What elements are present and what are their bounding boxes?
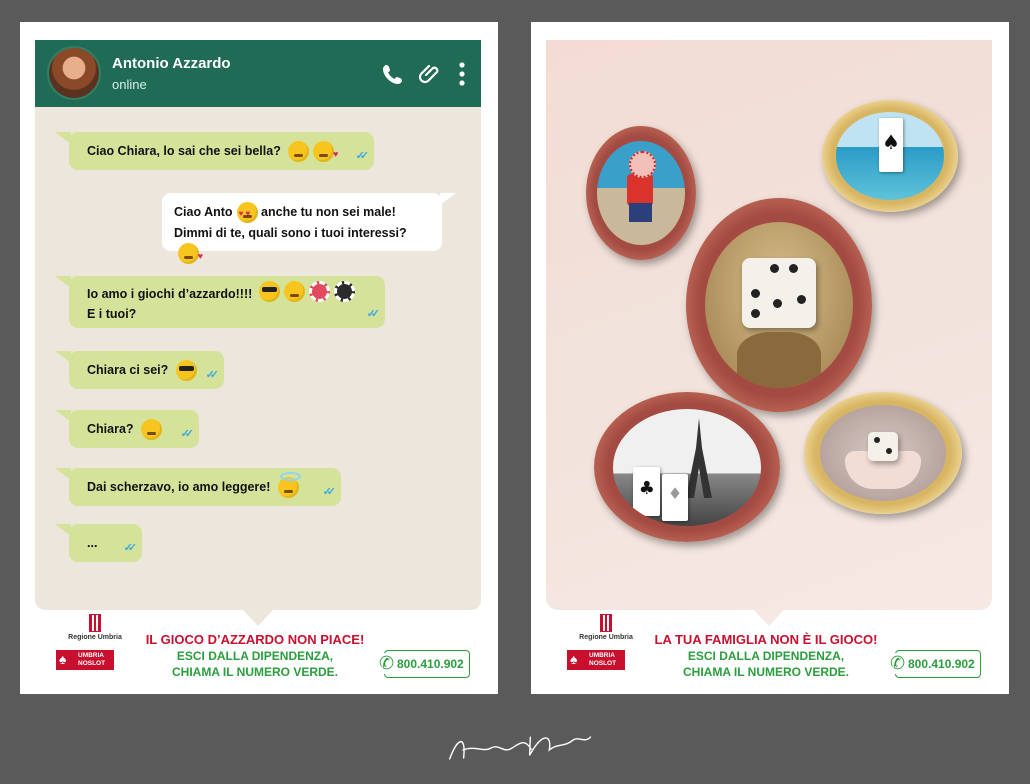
helpline-number-text: 800.410.902 <box>397 657 464 671</box>
chat-poster <box>20 22 498 694</box>
message-text: Ciao Anto <box>174 205 233 219</box>
message-bubble-outgoing[interactable] <box>162 193 442 251</box>
message-bubble-incoming[interactable] <box>69 276 385 328</box>
slogan-line: CHIAMA IL NUMERO VERDE. <box>682 665 849 679</box>
spade-icon: ♠ <box>570 651 578 667</box>
helpline-number-text: 800.410.902 <box>908 657 975 671</box>
read-ticks-icon: ✓✓ <box>123 542 132 554</box>
ace-of-spades-card: ♠ <box>879 118 903 172</box>
paris-photo <box>613 409 762 526</box>
dice-portrait-photo <box>705 222 854 389</box>
contact-status: online <box>112 77 147 92</box>
dice-cradle-frame <box>804 392 962 514</box>
message-text: anche tu non sei male! <box>261 205 396 219</box>
more-vertical-icon[interactable] <box>453 62 471 86</box>
signature-scribble <box>444 723 596 767</box>
family-poster <box>531 22 1009 694</box>
casino-chip-icon <box>334 281 355 302</box>
campaign-slogan <box>138 632 372 680</box>
slogan-line: CHIAMA IL NUMERO VERDE. <box>171 665 338 679</box>
message-bubble-incoming[interactable] <box>69 468 341 506</box>
noslot-line2: NOSLOT <box>589 660 617 667</box>
slogan-headline: LA TUA FAMIGLIA NON È IL GIOCO! <box>654 632 878 647</box>
sea-photo <box>836 112 945 199</box>
ace-of-clubs-card: ♣ <box>633 467 660 516</box>
message-text: E i tuoi? <box>87 307 137 321</box>
laughing-tongue-emoji-icon <box>141 419 162 440</box>
message-text: Io amo i giochi d’azzardo!!!! <box>87 287 253 301</box>
angel-emoji-icon <box>278 477 299 498</box>
cradle-photo <box>820 405 946 500</box>
wall-background <box>546 40 992 610</box>
message-text: Ciao Chiara, lo sai che sei bella? <box>87 144 281 158</box>
message-text: ... <box>87 536 98 550</box>
dice-portrait-frame <box>686 198 872 412</box>
die-icon <box>742 258 816 328</box>
noslot-line2: NOSLOT <box>78 660 106 667</box>
noslot-line1: UMBRIA <box>589 652 615 659</box>
helpline-number[interactable] <box>379 650 470 678</box>
region-name: Regione Umbria <box>68 634 122 641</box>
wink-emoji-icon <box>284 281 305 302</box>
phone-handset-icon: ✆ <box>890 653 906 673</box>
campaign-slogan <box>649 632 883 680</box>
umbria-noslot-logo <box>56 650 114 670</box>
eiffel-tower-cards-frame <box>594 392 780 542</box>
message-bubble-incoming[interactable] <box>69 524 142 562</box>
slogan-line: ESCI DALLA DIPENDENZA, <box>176 649 334 663</box>
die-icon <box>868 432 898 461</box>
child-portrait-frame <box>586 126 696 260</box>
read-ticks-icon: ✓✓ <box>366 308 375 320</box>
read-ticks-icon: ✓✓ <box>180 428 189 440</box>
noslot-line1: UMBRIA <box>78 652 104 659</box>
sunglasses-emoji-icon <box>176 360 197 381</box>
spade-icon: ♠ <box>59 651 67 667</box>
read-ticks-icon: ✓✓ <box>322 486 331 498</box>
contact-avatar[interactable] <box>47 46 101 100</box>
message-text: Chiara ci sei? <box>87 363 169 377</box>
artist-signature <box>439 722 601 771</box>
umbria-noslot-logo <box>567 650 625 670</box>
chat-header <box>35 40 481 107</box>
kiss-emoji-icon <box>178 243 199 264</box>
slogan-headline: IL GIOCO D’AZZARDO NON PIACE! <box>145 632 365 647</box>
umbria-emblem-icon <box>89 614 101 632</box>
child-photo <box>597 141 685 246</box>
regione-umbria-logo <box>66 614 124 641</box>
ace-of-diamonds-card: ♦ <box>662 474 689 521</box>
region-name: Regione Umbria <box>579 634 633 641</box>
attachment-icon[interactable] <box>419 62 443 86</box>
phone-icon[interactable] <box>381 62 405 86</box>
casino-chip-icon <box>309 281 330 302</box>
read-ticks-icon: ✓✓ <box>355 150 364 162</box>
regione-umbria-logo <box>577 614 635 641</box>
chat-window <box>35 40 481 610</box>
message-bubble-incoming[interactable] <box>69 351 224 389</box>
helpline-number[interactable] <box>890 650 981 678</box>
contact-name[interactable]: Antonio Azzardo <box>112 55 231 72</box>
message-bubble-incoming[interactable] <box>69 410 199 448</box>
campaign-footer <box>531 612 1009 694</box>
message-text: Dai scherzavo, io amo leggere! <box>87 480 271 494</box>
umbria-emblem-icon <box>600 614 612 632</box>
kiss-emoji-icon <box>313 141 334 162</box>
phone-handset-icon: ✆ <box>379 653 395 673</box>
message-bubble-incoming[interactable] <box>69 132 374 170</box>
winking-tongue-emoji-icon <box>288 141 309 162</box>
heart-eyes-emoji-icon <box>237 202 258 223</box>
slogan-line: ESCI DALLA DIPENDENZA, <box>687 649 845 663</box>
ace-of-spades-sea-frame <box>822 100 958 212</box>
campaign-footer <box>20 612 498 694</box>
message-text: Dimmi di te, quali sono i tuoi interessi? <box>174 226 407 241</box>
eiffel-tower-icon <box>684 418 714 498</box>
read-ticks-icon: ✓✓ <box>205 369 214 381</box>
message-text: Chiara? <box>87 422 134 436</box>
sunglasses-emoji-icon <box>259 281 280 302</box>
